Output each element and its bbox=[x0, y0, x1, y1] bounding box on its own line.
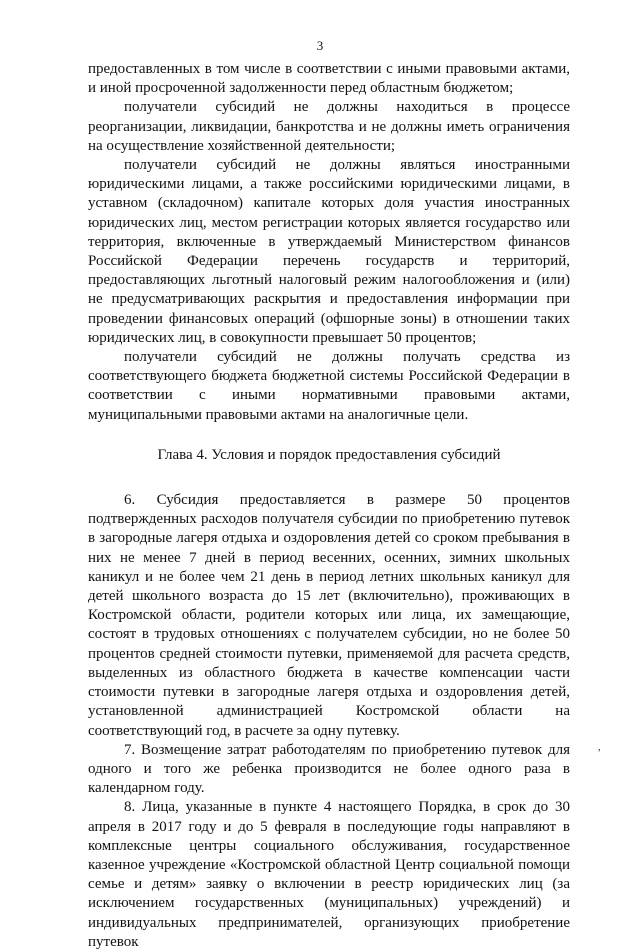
paragraph-item-6: 6. Субсидия предоставляется в размере 50 процентов подтвержденных расходов получателя субсидии по приобретению путевок в загородные лагеря отдыха и оздоровления детей со сроком пребывания в них не менее 7 дней в период весенних, осенних, зимних школьных каникул и не более чем 21 день в период летних школьных каникул для детей школьного возраста до 15 лет (включительно), проживающих в Костромской области, родители которых или лица, их замещающие, состоят в трудовых отношениях с получателем субсидии, но не более 50 процентов средней стоимости путевки, применяемой для расчета средств, выделенных из областного бюджета в качестве компенсации части стоимости путевки в загородные лагеря отдыха и оздоровления детей, установленной администрацией Костромской области на соответствующий год, в расчете за одну путевку. bbox=[88, 492, 570, 739]
paragraph-reorganization: получатели субсидий не должны находиться в процессе реорганизации, ликвидации, банкротства и не должны иметь ограничения на осуществление хозяйственной деятельности; bbox=[88, 99, 570, 154]
paragraph-debt: предоставленных в том числе в соответствии с иными правовыми актами, и иной просроченной задолженности перед областным бюджетом; bbox=[88, 61, 570, 97]
chapter-heading: Глава 4. Условия и порядок предоставления субсидий bbox=[157, 446, 501, 463]
paragraph-item-8: 8. Лица, указанные в пункте 4 настоящего Порядка, в срок до 30 апреля в 2017 году и до 5 февраля в последующие годы направляют в комплексные центры социального обслуживания, государственное казенное учреждение «Костромской областной Центр социальной помощи семье и детям» заявку о включении в реестр юридических лиц (за исключением государственных (муниципальных) учреждений) и индивидуальных предпринимателей, организующих приобретение путевок bbox=[88, 799, 570, 950]
document-body bbox=[88, 60, 570, 952]
paragraph-item-7: 7. Возмещение затрат работодателям по приобретению путевок для одного и того же ребенка производится не более одного раза в календарном году. bbox=[88, 741, 570, 797]
paragraph-foreign-entities: получатели субсидий не должны являться иностранными юридическими лицами, а также российскими юридическими лицами, в уставном (складочном) капитале которых доля участия иностранных юридических лиц, местом регистрации которых является государство или территория, включенные в утверждаемый Министерством финансов Российской Федерации перечень государств и территорий, предоставляющих льготный налоговый режим налогообложения и (или) не предусматривающих раскрытия и предоставления информации при проведении финансовых операций (офшорные зоны) в отношении таких юридических лиц, в совокупности превышает 50 процентов; bbox=[88, 157, 570, 346]
margin-mark: , bbox=[598, 741, 601, 753]
page-number: 3 bbox=[316, 38, 324, 53]
paragraph-other-funds: получатели субсидий не должны получать средства из соответствующего бюджета бюджетной системы Российской Федерации в соответствии с иными нормативными правовыми актами, муниципальными правовыми актами на аналогичные цели. bbox=[88, 349, 570, 423]
